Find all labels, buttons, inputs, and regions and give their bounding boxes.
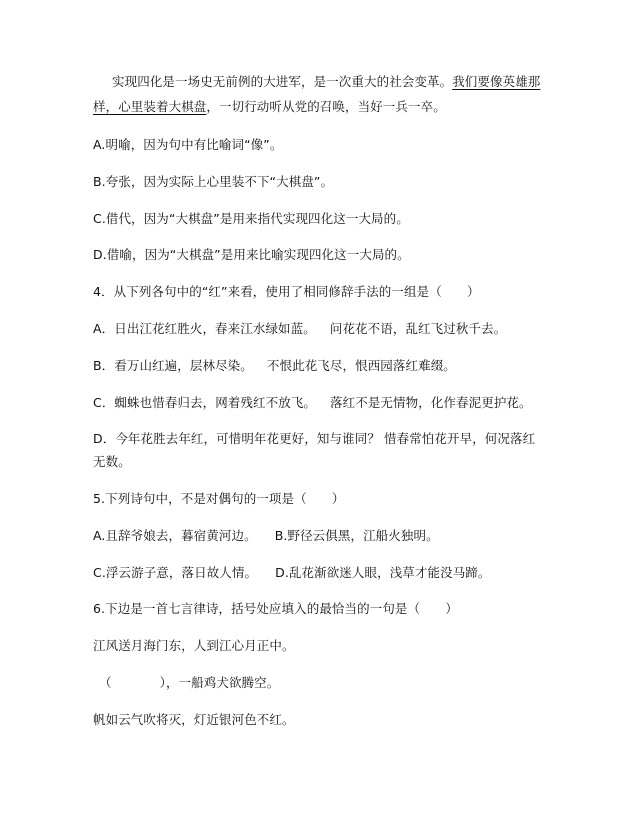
q3-option-a: A.明喻，因为句中有比喻词“像”。 bbox=[93, 137, 283, 152]
q3-option-d: D.借喻，因为“大棋盘”是用来比喻实现四化这一大局的。 bbox=[93, 247, 410, 262]
q4-option-c bbox=[93, 394, 532, 412]
passage-underlined-text: 样，心里装着大棋盘 bbox=[93, 99, 207, 114]
q6-poem-line-1: 江风送月海门东，人到江心月正中。 bbox=[93, 638, 295, 653]
passage-text: ，一切行动听从党的召唤，当好一兵一卒。 bbox=[206, 99, 446, 114]
q6-stem: 6.下边是一首七言律诗，括号处应填入的最恰当的一句是（ ） bbox=[93, 601, 458, 616]
q6-poem-line-3: 帆如云气吹将灭，灯近银河色不红。 bbox=[93, 712, 295, 727]
q6-poem-line-2 bbox=[93, 674, 279, 692]
q4-option-c-part2: 落红不是无情物，化作春泥更护花。 bbox=[330, 395, 532, 410]
q4-option-d-line-2: 无数。 bbox=[93, 454, 131, 469]
q5-option-d: D.乱花渐欲迷人眼，浅草才能没马蹄。 bbox=[275, 565, 491, 580]
q4-option-a-part2: 问花花不语，乱红飞过秋千去。 bbox=[329, 321, 507, 336]
q6-blank-open: （ bbox=[99, 675, 112, 690]
passage-underlined-text: 我们要像英雄那 bbox=[452, 74, 541, 89]
q5-stem: 5.下列诗句中，不是对偶句的一项是（ ） bbox=[93, 491, 345, 506]
q4-option-b-part1: B．看万山红遍，层林尽染。 bbox=[93, 358, 253, 373]
q5-options-row-2 bbox=[93, 564, 491, 582]
q6-blank-close: ），一船鸡犬欲腾空。 bbox=[159, 675, 280, 690]
q4-option-d-line-1: D．今年花胜去年红，可惜明年花更好，知与谁同？ 惜春常怕花开早，何况落红 bbox=[93, 431, 536, 446]
q4-stem: 4．从下列各句中的“红”来看，使用了相同修辞手法的一组是（ ） bbox=[93, 284, 480, 299]
q4-option-c-part1: C．蜘蛛也惜春归去，网着残红不放飞。 bbox=[93, 395, 317, 410]
q5-option-c: C.浮云游子意，落日故人情。 bbox=[93, 565, 258, 580]
q5-option-b: B.野径云俱黑，江船火独明。 bbox=[274, 528, 439, 543]
q4-option-b bbox=[93, 357, 456, 375]
q5-option-a: A.且辞爷娘去，暮宿黄河边。 bbox=[93, 528, 257, 543]
q3-option-b: B.夸张，因为实际上心里装不下“大棋盘”。 bbox=[93, 174, 334, 189]
q4-option-a bbox=[93, 320, 506, 338]
passage-text: 实现四化是一场史无前例的大进军，是一次重大的社会变革。 bbox=[112, 74, 453, 89]
q5-options-row-1 bbox=[93, 527, 439, 545]
passage-line-1 bbox=[112, 73, 540, 91]
q4-option-a-part1: A．日出江花红胜火，春来江水绿如蓝。 bbox=[93, 321, 316, 336]
passage-line-2 bbox=[93, 98, 446, 116]
q4-option-b-part2: 不恨此花飞尽，恨西园落红难缀。 bbox=[266, 358, 456, 373]
q3-option-c: C.借代，因为“大棋盘”是用来指代实现四化这一大局的。 bbox=[93, 211, 409, 226]
